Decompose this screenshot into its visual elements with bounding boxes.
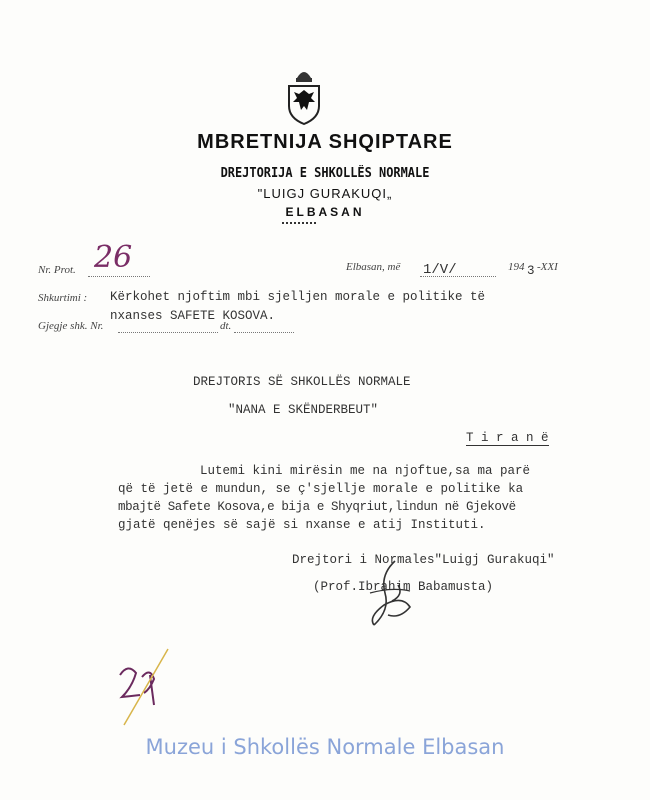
reference-label: Gjegje shk. Nr. bbox=[38, 320, 104, 332]
kingdom-title: MBRETNIJA SHQIPTARE bbox=[197, 131, 453, 153]
body-line-1: Lutemi kini mirësin me na njoftue,sa ma parë bbox=[200, 464, 531, 478]
recipient-line-2: "NANA E SKËNDERBEUT" bbox=[228, 403, 379, 417]
recipient-city: T i r a n ë bbox=[466, 431, 549, 445]
date-era: -XXI bbox=[537, 261, 558, 273]
date-year-prefix: 194 bbox=[508, 261, 525, 273]
date-year-suffix: 3 bbox=[527, 264, 535, 278]
protocol-number: 26 bbox=[94, 240, 133, 275]
recipient-line-1: DREJTORIS SË SHKOLLËS NORMALE bbox=[193, 375, 411, 389]
header-divider bbox=[282, 222, 316, 227]
date-field-line bbox=[420, 274, 496, 277]
museum-watermark: Muzeu i Shkollës Normale Elbasan bbox=[145, 735, 505, 759]
directorate-title: DREJTORIJA E SHKOLLËS NORMALE bbox=[220, 166, 430, 181]
header-city: ELBASAN bbox=[285, 205, 365, 219]
signature-name: (Prof.Ibrahim Babamusta) bbox=[313, 580, 494, 594]
date-place-label: Elbasan, më bbox=[346, 261, 401, 273]
albanian-crest-icon bbox=[279, 64, 329, 128]
handwritten-annotation bbox=[110, 645, 175, 730]
date-day-month: 1/V/ bbox=[423, 262, 457, 278]
subject-line-2: nxanses SAFETE KOSOVA. bbox=[110, 309, 276, 323]
protocol-label: Nr. Prot. bbox=[38, 264, 76, 276]
signature-title: Drejtori i Normales"Luigj Gurakuqi" bbox=[292, 553, 555, 567]
handwritten-signature bbox=[340, 555, 440, 635]
subject-line-1: Kërkohet njoftim mbi sjelljen morale e politike të bbox=[110, 290, 486, 304]
body-line-4: gjatë qenëjes së sajë si nxanse e atij Instituti. bbox=[118, 518, 486, 532]
body-line-3: mbajtë Safete Kosova,e bija e Shyqriut,lindun në Gjekovë bbox=[118, 500, 516, 514]
reference-dt-line bbox=[234, 330, 294, 333]
body-line-2: që të jetë e mundun, se ç'sjellje morale e politike ka bbox=[118, 482, 524, 496]
subject-label: Shkurtimi : bbox=[38, 292, 88, 304]
reference-field-line bbox=[118, 330, 218, 333]
school-name: "LUIGJ GURAKUQI„ bbox=[257, 186, 393, 201]
reference-dt-label: dt. bbox=[220, 320, 232, 332]
